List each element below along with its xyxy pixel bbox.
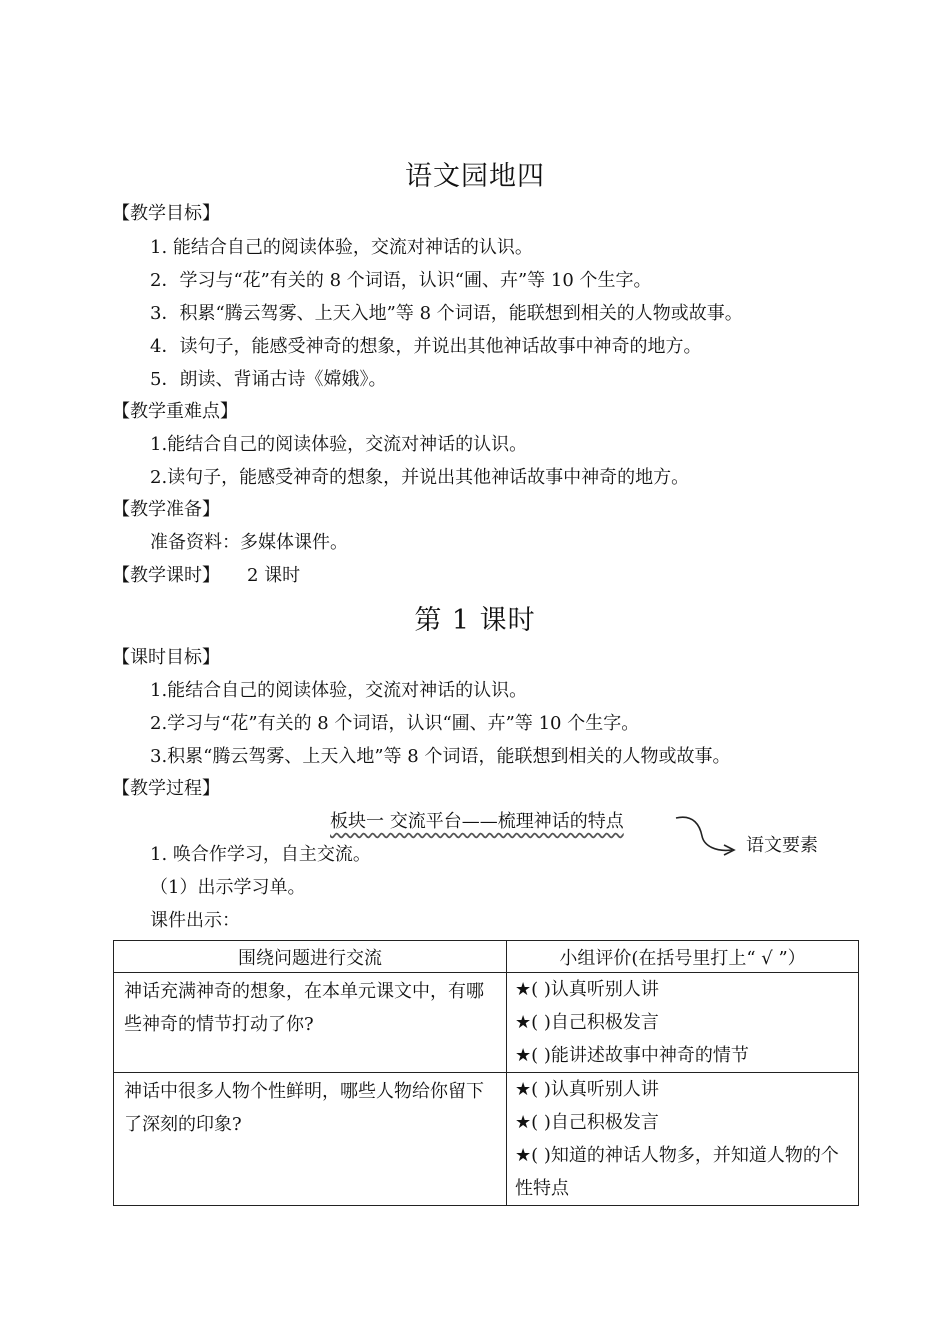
lesson-goal-item: 3.积累“腾云驾雾、上天入地”等 8 个词语，能联想到相关的人物或故事。: [150, 746, 731, 767]
teaching-goals-heading: 【教学目标】: [112, 203, 220, 224]
document-title: 语文园地四: [405, 161, 545, 192]
key-point-item: 2.读句子，能感受神奇的想象，并说出其他神话故事中神奇的地方。: [150, 467, 690, 488]
lesson-goals-heading: 【课时目标】: [112, 647, 220, 668]
star-icon: ★: [515, 1045, 532, 1066]
teaching-goal-item: 5．朗读、背诵古诗《嫦娥》。: [150, 369, 387, 390]
curved-arrow-icon: [672, 812, 742, 860]
question-cell: 神话中很多人物个性鲜明，哪些人物给你留下了深刻的印象?: [114, 1073, 507, 1206]
evaluation-item: ★( )自己积极发言: [515, 1112, 659, 1133]
table-row: [114, 973, 859, 1073]
preparation-heading: 【教学准备】: [112, 499, 220, 520]
module-title: 板块一 交流平台——梳理神话的特点: [330, 811, 624, 832]
star-icon: ★: [515, 1112, 532, 1133]
evaluation-item: ★( )知道的神话人物多，并知道人物的个性特点: [515, 1145, 839, 1199]
star-icon: ★: [515, 1012, 532, 1033]
key-point-item: 1.能结合自己的阅读体验，交流对神话的认识。: [150, 434, 528, 455]
column-header: 小组评价(在括号里打上“ √ ”）: [507, 941, 859, 973]
courseware-label: 课件出示：: [150, 910, 240, 931]
table-row: [114, 1073, 859, 1206]
preparation-text: 准备资料：多媒体课件。: [150, 532, 348, 553]
process-step: 1. 唤合作学习，自主交流。: [150, 844, 371, 865]
teaching-process-heading: 【教学过程】: [112, 778, 220, 799]
evaluation-item: ★( )能讲述故事中神奇的情节: [515, 1045, 749, 1066]
teaching-goal-item: 3．积累“腾云驾雾、上天入地”等 8 个词语，能联想到相关的人物或故事。: [150, 303, 743, 324]
checkbox-bracket: ( ): [531, 979, 551, 1000]
process-substep: （1）出示学习单。: [150, 877, 306, 898]
star-icon: ★: [515, 979, 532, 1000]
star-icon: ★: [515, 1079, 532, 1100]
lesson-goal-item: 1.能结合自己的阅读体验，交流对神话的认识。: [150, 680, 528, 701]
callout-label: 语文要素: [746, 835, 818, 856]
teaching-goal-item: 1. 能结合自己的阅读体验，交流对神话的认识。: [150, 237, 533, 258]
column-header: 围绕问题进行交流: [114, 941, 507, 973]
key-points-heading: 【教学重难点】: [112, 401, 238, 422]
lesson-goal-item: 2.学习与“花”有关的 8 个词语，认识“圃、卉”等 10 个生字。: [150, 713, 640, 734]
evaluation-cell: [507, 973, 859, 1073]
checkbox-bracket: ( ): [531, 1079, 551, 1100]
class-hours-heading: 【教学课时】: [112, 565, 220, 586]
evaluation-item: ★( )自己积极发言: [515, 1012, 659, 1033]
evaluation-cell: [507, 1073, 859, 1206]
table-header-row: [114, 941, 859, 973]
checkbox-bracket: ( ): [531, 1045, 551, 1066]
star-icon: ★: [515, 1145, 532, 1166]
lesson-title: 第 1 课时: [414, 605, 536, 636]
checkbox-bracket: ( ): [531, 1012, 551, 1033]
evaluation-item: ★( )认真听别人讲: [515, 979, 659, 1000]
worksheet-table: [113, 940, 859, 1206]
teaching-goal-item: 4．读句子，能感受神奇的想象，并说出其他神话故事中神奇的地方。: [150, 336, 702, 357]
evaluation-item: ★( )认真听别人讲: [515, 1079, 659, 1100]
class-hours-value: 2 课时: [247, 565, 301, 586]
checkbox-bracket: ( ): [531, 1145, 551, 1166]
teaching-goal-item: 2．学习与“花”有关的 8 个词语，认识“圃、卉”等 10 个生字。: [150, 270, 652, 291]
checkbox-bracket: ( ): [531, 1112, 551, 1133]
question-cell: 神话充满神奇的想象，在本单元课文中，有哪些神奇的情节打动了你?: [114, 973, 507, 1073]
